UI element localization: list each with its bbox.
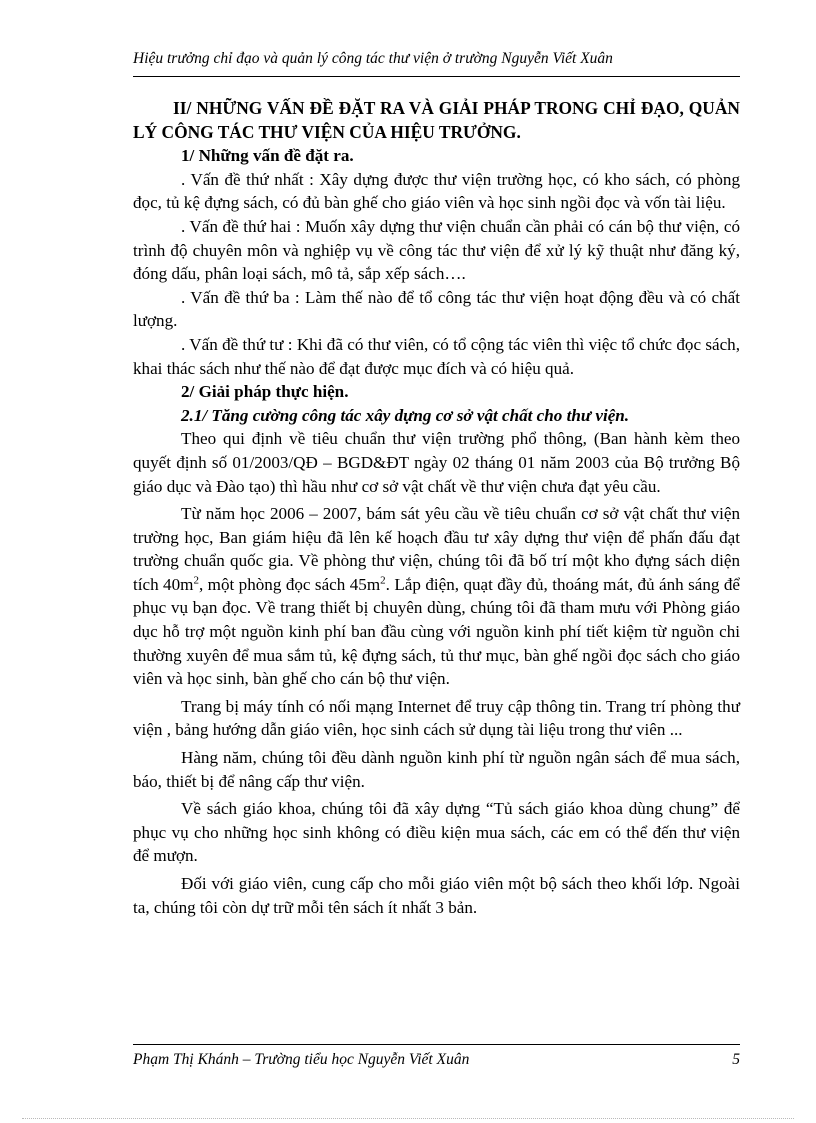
problem-3: . Vấn đề thứ ba : Làm thế nào để tổ công tác thư viện hoạt động đều và có chất lượng. [133, 287, 740, 331]
running-header: Hiệu trưởng chỉ đạo và quản lý công tác thư viện ở trường Nguyễn Viết Xuân [133, 50, 613, 67]
paragraph-computers: Trang bị máy tính có nối mạng Internet để truy cập thông tin. Trang trí phòng thư viện , bảng hướng dẫn giáo viên, học sinh cách sử dụng tài liệu trong thư viên ... [133, 696, 740, 740]
heading-solutions: 2/ Giải pháp thực hiện. [181, 382, 349, 402]
problem-4: . Vấn đề thứ tư : Khi đã có thư viên, có tổ cộng tác viên thì việc tổ chức đọc sách, khai thác sách như thế nào để đạt được mục đích và có hiệu quả. [133, 334, 740, 378]
subheading-facilities: 2.1/ Tăng cường công tác xây dựng cơ sở vật chất cho thư viện. [181, 405, 630, 425]
paragraph-investment-part-c: . Lắp điện, quạt đầy đủ, thoáng mát, đủ ánh sáng để phục vụ bạn đọc. Về trang thiết bị chuyên dùng, chúng tôi đã tham mưu với Phòng giáo dục hỗ trợ một nguồn kinh phí ban đầu cùng với nguồn kinh phí tiết kiệm từ nguồn chi thường xuyên để mua sắm tủ, kệ đựng sách, tủ thư mục, bàn ghế ngồi đọc sách cho giáo viên và học sinh, bàn ghế cho cán bộ thư viện. [133, 574, 740, 689]
problem-2: . Vấn đề thứ hai : Muốn xây dựng thư viện chuẩn cần phải có cán bộ thư viện, có trình độ chuyên môn và nghiệp vụ về công tác thư viện để xử lý kỹ thuật như đăng ký, đóng dấu, phân loại sách, mô tả, sắp xếp sách…. [133, 216, 740, 284]
paragraph-investment-part-b: , một phòng đọc sách 45m [198, 574, 381, 594]
section-title: II/ NHỮNG VẤN ĐỀ ĐẶT RA VÀ GIẢI PHÁP TRONG CHỈ ĐẠO, QUẢN LÝ CÔNG TÁC THƯ VIỆN CỦA HIỆU TRƯỞNG. [133, 98, 740, 142]
paragraph-regulation: Theo qui định về tiêu chuẩn thư viện trường phổ thông, (Ban hành kèm theo quyết định số 01/2003/QĐ – BGD&ĐT ngày 02 tháng 01 năm 2003 của Bộ trưởng Bộ giáo dục và Đào tạo) thì hầu như cơ sở vật chất về thư viện chưa đạt yêu cầu. [133, 429, 740, 496]
paragraph-budget: Hàng năm, chúng tôi đều dành nguồn kinh phí từ nguồn ngân sách để mua sách, báo, thiết bị để nâng cấp thư viện. [133, 748, 740, 791]
header-divider [133, 76, 740, 77]
page-edge-divider [22, 1118, 794, 1119]
heading-problems: 1/ Những vấn đề đặt ra. [181, 146, 354, 166]
paragraph-investment-part-a: Từ năm học 2006 – 2007, bám sát yêu cầu về tiêu chuẩn cơ sở vật chất thư viện trường học, Ban giám hiệu đã lên kế hoạch đầu tư xây dựng thư viện để phấn đấu đạt trường chuẩn quốc gia. Về phòng thư viện, chúng tôi đã bố trí một kho đựng sách diện tích 40m [133, 504, 740, 594]
paragraph-textbooks: Về sách giáo khoa, chúng tôi đã xây dựng “Tủ sách giáo khoa dùng chung” để phục vụ cho những học sinh không có điều kiện mua sách, các em có thể đến thư viện để mượn. [133, 799, 740, 866]
footer-author: Phạm Thị Khánh – Trường tiểu học Nguyễn Viết Xuân [133, 1051, 470, 1068]
superscript-squared: 2 [193, 574, 199, 587]
problem-1: . Vấn đề thứ nhất : Xây dựng được thư viện trường học, có kho sách, có phòng đọc, tủ kệ đựng sách, có đủ bàn ghế cho giáo viên và học sinh ngồi đọc và vốn tài liệu. [133, 169, 740, 213]
page-body [133, 97, 740, 919]
paragraph-investment [133, 502, 740, 691]
page-footer [133, 1051, 740, 1069]
footer-divider [133, 1044, 740, 1045]
paragraph-teachers: Đối với giáo viên, cung cấp cho mỗi giáo viên một bộ sách theo khối lớp. Ngoài ta, chúng tôi còn dự trữ mỗi tên sách ít nhất 3 bản. [133, 874, 740, 917]
superscript-squared: 2 [380, 574, 386, 587]
page-number: 5 [732, 1051, 740, 1068]
